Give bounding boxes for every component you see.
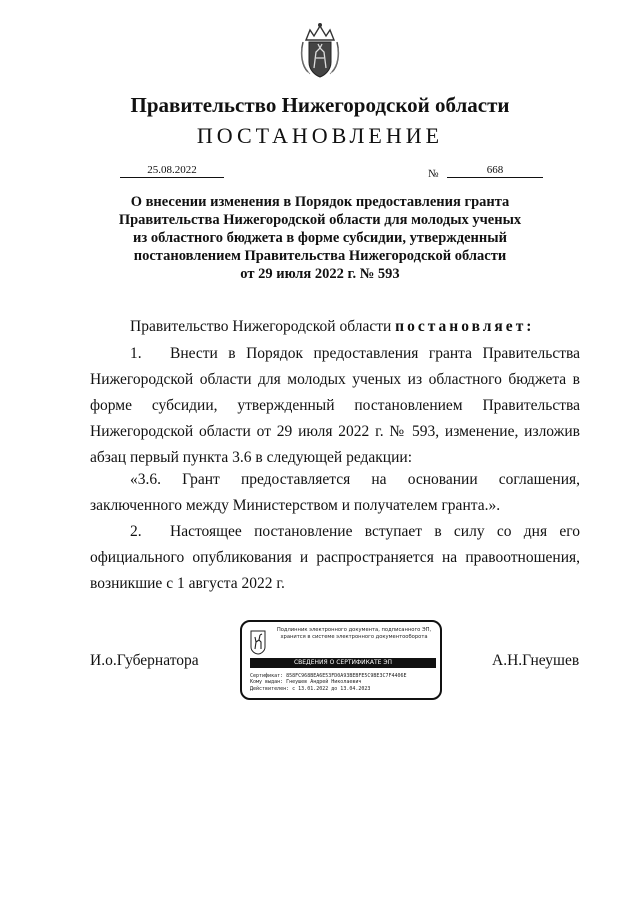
document-subject — [100, 193, 540, 283]
number-sign: № — [428, 168, 439, 180]
paragraph-text: Настоящее постановление вступает в силу со дня его официального опубликования и распространяется на правоотношения, возникшие с 1 августа 2022 г. — [90, 523, 580, 592]
decree-prefix: Правительство Нижегородской области — [130, 318, 392, 335]
signer-position: И.о.Губернатора — [90, 652, 199, 669]
deer-emblem-icon — [250, 629, 266, 655]
certificate-serial: Сертификат: 858FC968BEA6E53FD0A93BEBFE5C9BE3C7F4406E — [250, 673, 407, 679]
paragraph-text: Внести в Порядок предоставления гранта Правительства Нижегородской области для молодых ученых из областного бюджета в форме субсидии, утвержденный постановлением Правительства Нижегородской области от 29 июля 2022 г. № 593, изменение, изложив абзац первый пункта 3.6 в следующей редакции: — [90, 345, 580, 466]
electronic-signature-stamp — [240, 620, 442, 700]
document-date: 25.08.2022 — [120, 164, 224, 178]
stamp-note: Подлинник электронного документа, подписанного ЭП, хранится в системе электронного документооборота — [276, 627, 432, 640]
organization-title: Правительство Нижегородской области — [130, 93, 510, 117]
certificate-validity: Действителен: с 13.01.2022 до 13.04.2023 — [250, 685, 371, 692]
coat-of-arms-emblem — [300, 18, 340, 80]
certificate-header-bar: СВЕДЕНИЯ О СЕРТИФИКАТЕ ЭП — [250, 658, 436, 668]
paragraph-number: 1. — [130, 345, 142, 362]
paragraph-number: 2. — [130, 523, 142, 540]
subject-line: из областного бюджета в форме субсидии, утвержденный — [133, 230, 507, 246]
document-type: ПОСТАНОВЛЕНИЕ — [196, 123, 444, 148]
subject-line: от 29 июля 2022 г. № 593 — [240, 266, 400, 282]
subject-line: О внесении изменения в Порядок предоставления гранта — [130, 194, 510, 210]
subject-line: постановлением Правительства Нижегородской области — [133, 248, 507, 264]
quoted-amendment: «3.6. Грант предоставляется на основании соглашения, заключенного между Министерством и получателем гранта.». — [90, 471, 580, 514]
certificate-owner: Кому выдан: Гнеушев Андрей Николаевич — [250, 679, 362, 686]
decree-word: постановляет: — [395, 318, 535, 335]
document-number: 668 — [447, 164, 543, 178]
decree-clause — [90, 314, 580, 340]
certificate-details — [250, 673, 438, 692]
signer-name: А.Н.Гнеушев — [492, 652, 580, 669]
subject-line: Правительства Нижегородской области для молодых ученых — [118, 212, 522, 228]
paragraph-1 — [90, 341, 580, 471]
paragraph-2 — [90, 519, 580, 597]
